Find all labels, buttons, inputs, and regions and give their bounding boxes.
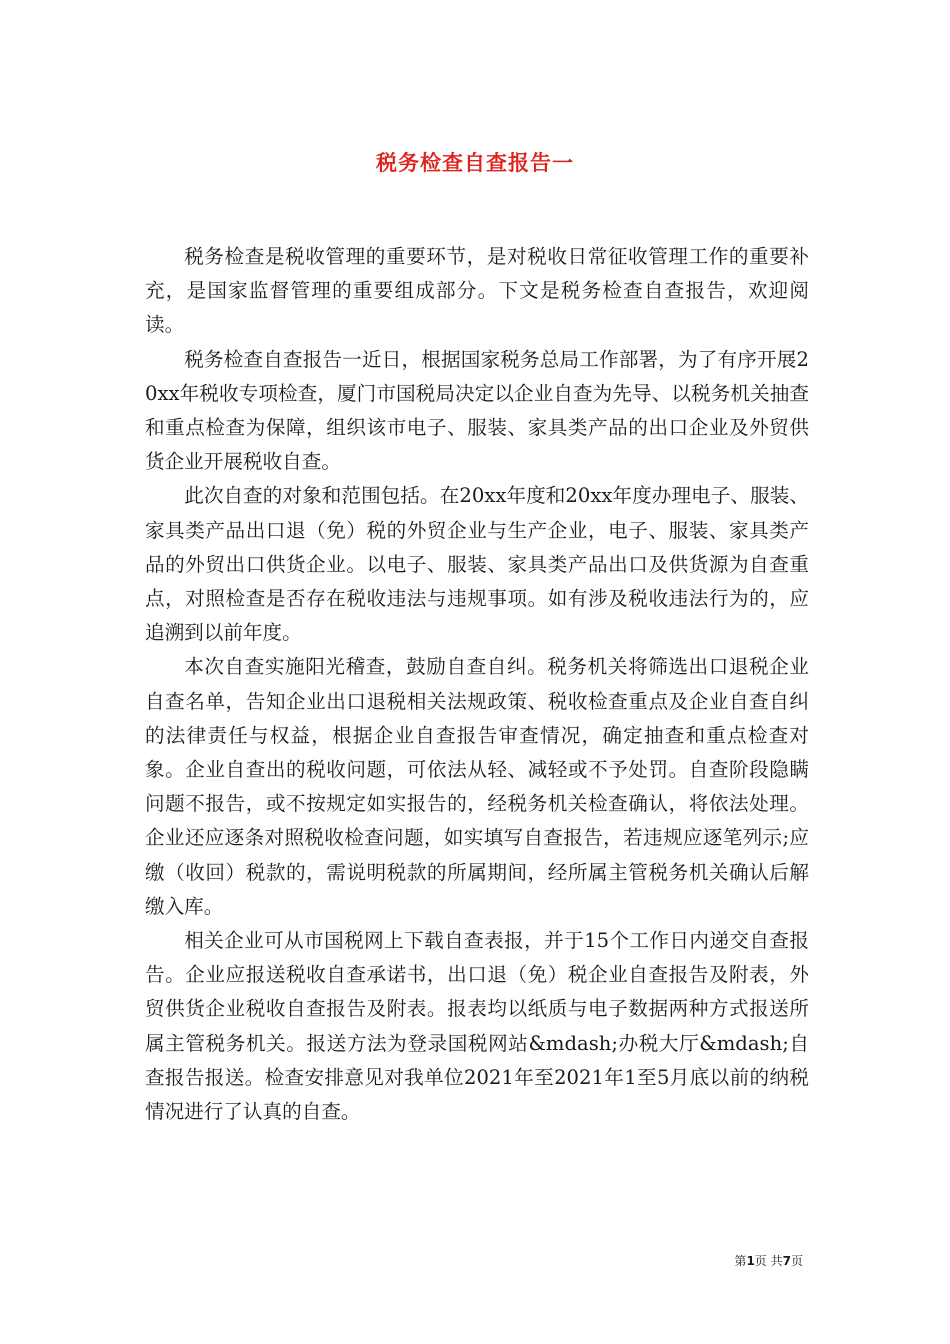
document-body [145,240,809,1129]
paragraph-self-inspection: 本次自查实施阳光稽查，鼓励自查自纠。税务机关将筛选出口退税企业自查名单，告知企业出口退税相关法规政策、税收检查重点及企业自查自纠的法律责任与权益，根据企业自查报告审查情况，确定抽查和重点检查对象。企业自查出的税收问题，可依法从轻、减轻或不予处罚。自查阶段隐瞒问题不报告，或不按规定如实报告的，经税务机关检查确认，将依法处理。企业还应逐条对照税收检查问题，如实填写自查报告，若违规应逐笔列示;应缴（收回）税款的，需说明税款的所属期间，经所属主管税务机关确认后解缴入库。 [145,655,809,918]
footer-middle: 页 共 [754,1254,783,1268]
paragraph-intro: 税务检查是税收管理的重要环节，是对税收日常征收管理工作的重要补充，是国家监督管理的重要组成部分。下文是税务检查自查报告，欢迎阅读。 [145,245,809,337]
footer-suffix: 页 [790,1254,803,1268]
paragraph-report-background: 税务检查自查报告一近日，根据国家税务总局工作部署，为了有序开展20xx年税收专项检查，厦门市国税局决定以企业自查为先导、以税务机关抽查和重点检查为保障，组织该市电子、服装、家具类产品的出口企业及外贸供货企业开展税收自查。 [145,347,809,474]
page-number-footer [734,1252,803,1269]
footer-total-pages: 7 [782,1254,791,1268]
paragraph-scope: 此次自查的对象和范围包括。在20xx年度和20xx年度办理电子、服装、家具类产品出口退（免）税的外贸企业与生产企业，电子、服装、家具类产品的外贸出口供货企业。以电子、服装、家具类产品出口及供货源为自查重点，对照检查是否存在税收违法与违规事项。如有涉及税收违法行为的，应追溯到以前年度。 [145,484,809,645]
paragraph-submission: 相关企业可从市国税网上下载自查表报，并于15个工作日内递交自查报告。企业应报送税收自查承诺书，出口退（免）税企业自查报告及附表，外贸供货企业税收自查报告及附表。报表均以纸质与电子数据两种方式报送所属主管税务机关。报送方法为登录国税网站&mdash;办税大厅&mdash;自查报告报送。检查安排意见对我单位2021年至2021年1至5月底以前的纳税情况进行了认真的自查。 [145,929,809,1124]
document-title: 税务检查自查报告一 [376,150,574,176]
footer-current-page: 1 [746,1254,755,1268]
footer-prefix: 第 [734,1254,747,1268]
